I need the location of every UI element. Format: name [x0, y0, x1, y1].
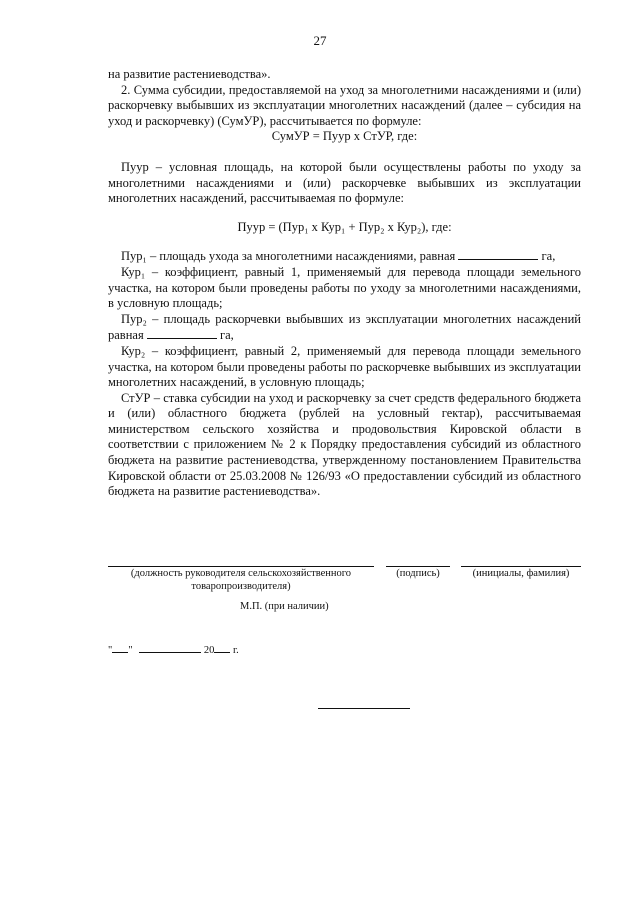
sign-caption: (подпись)	[396, 568, 440, 579]
definition-kur2: Кур₂ – коэффициент, равный 2, применяемый для перевода площади земельного участка, на котором были проведены работы по раскорчевке выбывших из эксплуатации многолетних насаждений, в условную площадь;	[108, 343, 581, 390]
definition-pur2-unit: га,	[219, 328, 234, 343]
formula-puur: Пуур = (Пур₁ x Кур₁ + Пур₂ x Кур₂), где:	[237, 219, 452, 234]
spacer	[108, 207, 581, 220]
end-of-document-line	[318, 708, 410, 709]
formula-sumur: СумУР = Пуур x СтУР, где:	[271, 129, 418, 144]
date-open-quote: "	[108, 645, 113, 656]
date-year-suffix: г.	[232, 645, 239, 656]
paragraph-subsidy-amount: 2. Сумма субсидии, предоставляемой на уход за многолетними насаждениями и (или) раскорчевку выбывших из эксплуатации многолетних насаждений (далее – субсидия на уход и раскорчевку) (СумУР), рассчитывается по формуле:	[108, 82, 581, 128]
definition-pur2-text: Пур₂ – площадь раскорчевки выбывших из эксплуатации многолетних насаждений равная	[108, 311, 581, 343]
name-caption: (инициалы, фамилия)	[472, 568, 570, 579]
definition-pur2	[108, 312, 581, 344]
date-day-blank	[112, 641, 128, 653]
blank-field-pur2	[147, 327, 217, 339]
date-close-quote: "	[128, 645, 133, 656]
spacer	[108, 145, 581, 160]
date-year-blank	[214, 641, 230, 653]
definition-pur1-text: Пур₁ – площадь ухода за многолетними насаждениями, равная	[121, 249, 456, 264]
date-line	[108, 641, 239, 656]
paragraph-continuation: на развитие растениеводства».	[108, 67, 271, 81]
date-month-blank	[139, 641, 201, 653]
date-year-prefix: 20	[203, 645, 215, 656]
page-number: 27	[313, 33, 327, 48]
spacer	[108, 235, 581, 248]
seal-label: М.П. (при наличии)	[240, 601, 329, 612]
paragraph-conditional-area: Пуур – условная площадь, на которой были осуществлены работы по уходу за многолетними насаждениями и (или) раскорчевке выбывших из эксплуатации многолетних насаждений, рассчитываемая по формуле:	[108, 159, 581, 206]
definition-pur1-unit: га,	[541, 249, 556, 264]
document-body	[108, 67, 581, 500]
position-caption: (должность руководителя сельскохозяйственного товаропроизводителя)	[130, 568, 352, 592]
definition-stur: СтУР – ставка субсидии на уход и раскорчевку за счет средств федерального бюджета и (или) областного бюджета (рублей на условный гектар), рассчитываемая министерством сельского хозяйства и продовольствия Кировской области в соответствии с приложением № 2 к Порядку предоставления субсидий из областного бюджета на развитие растениеводства, утвержденному постановлением Правительства Кировской области от 25.03.2008 № 126/93 «О предоставлении субсидий из областного бюджета на развитие растениеводства».	[108, 390, 581, 499]
blank-field-pur1	[458, 248, 538, 260]
definition-pur1	[108, 248, 581, 265]
definition-kur1: Кур₁ – коэффициент, равный 1, применяемый для перевода площади земельного участка, на котором были проведены работы по уходу за многолетними насаждениями, в условную площадь;	[108, 264, 581, 311]
